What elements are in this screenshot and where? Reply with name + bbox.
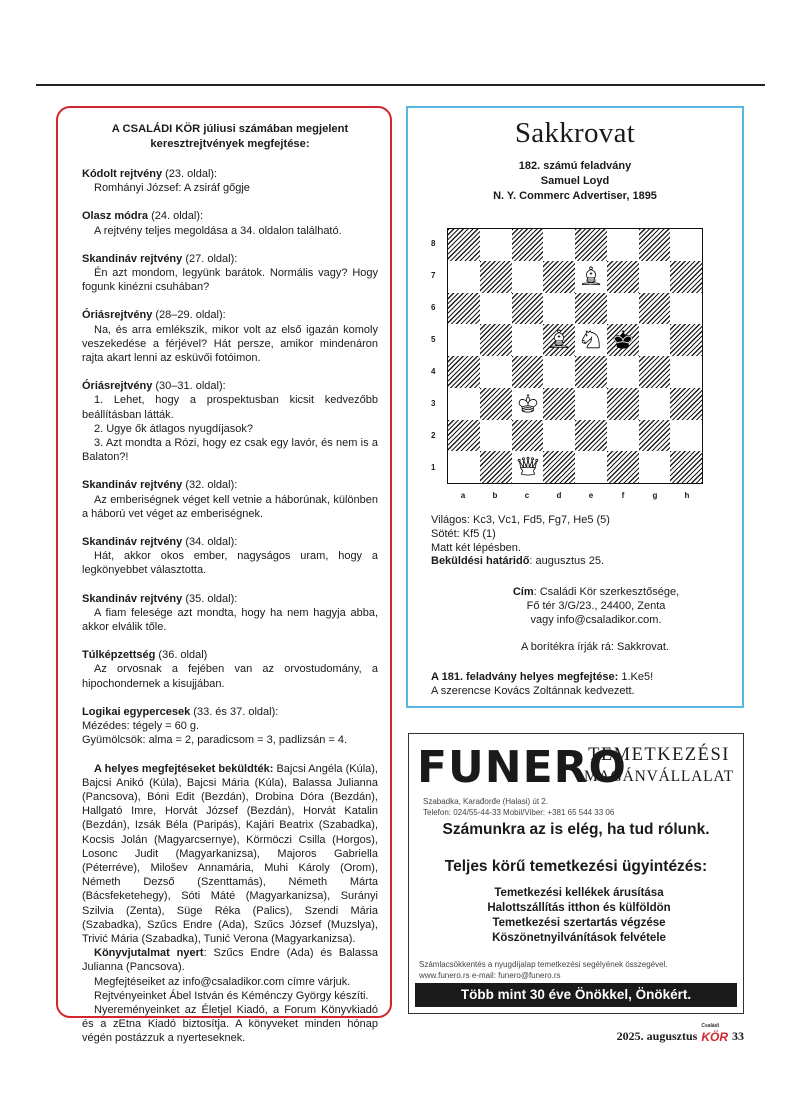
ad-headline: Teljes körű temetkezési ügyintézés: [444, 858, 708, 875]
square-g1 [639, 451, 671, 483]
black-pieces: Sötét: Kf5 (1) [431, 527, 496, 540]
deadline: Beküldési határidő: augusztus 25. [431, 555, 605, 568]
square-g4 [639, 356, 671, 388]
square-b4 [480, 356, 512, 388]
section-title: Skandináv rejtvény (27. oldal): [82, 252, 238, 265]
solution-line: 2. Ugye ők átlagos nyugdíjasok? [94, 422, 253, 435]
solution-line: A fiam felesége azt mondta, hogy ha nem hagyja abba, akkor elválik tőle. [82, 606, 378, 634]
solution-section [82, 209, 378, 237]
square-d3 [543, 388, 575, 420]
crossword-solutions-box [56, 106, 392, 1045]
solution-line: 1. Lehet, hogy a prospektusban kicsit kedvezőbb beállításban látták. [82, 394, 378, 421]
rank-label: 1 [431, 463, 436, 472]
service-item: Halottszállítás itthon és külföldön [487, 902, 671, 914]
file-label: g [652, 491, 658, 500]
section-title: Logikai egypercesek (33. és 37. oldal): [82, 705, 279, 718]
rank-label: 3 [431, 399, 436, 408]
square-d2 [543, 420, 575, 452]
problem-source: N. Y. Commerc Advertiser, 1895 [493, 190, 657, 202]
chess-problem-header [408, 159, 742, 204]
file-label: d [556, 491, 562, 500]
square-f3 [607, 388, 639, 420]
solution-section [82, 167, 378, 195]
square-a5 [448, 324, 480, 356]
solution-line: A rejtvény teljes megoldása a 34. oldalon található. [94, 224, 342, 237]
file-label: a [460, 491, 466, 500]
chess-info [431, 514, 731, 699]
square-e5 [575, 324, 607, 356]
white-bishop-icon [547, 327, 571, 351]
page-footer [616, 1022, 744, 1044]
ad-slogan: Számunkra az is elég, ha tud rólunk. [442, 821, 710, 838]
rank-label: 2 [431, 431, 436, 440]
square-h1 [670, 451, 702, 483]
rank-label: 5 [431, 335, 436, 344]
section-title: Óriásrejtvény (28–29. oldal): [82, 309, 226, 322]
solution-section [82, 648, 378, 691]
ad-type-line1: TEMETKEZÉSI [588, 745, 730, 765]
square-b5 [480, 324, 512, 356]
solution-line: Az orvosnak a fejében van az orvostudomány, a hipochondernek a kisujjában. [82, 663, 378, 690]
file-label: e [588, 491, 594, 500]
square-d5 [543, 324, 575, 356]
book-prize: Könyvjutalmat nyert: Szűcs Endre (Ada) és Balassa Julianna (Pancsova). [82, 947, 379, 974]
square-e8 [575, 229, 607, 261]
funero-advert [408, 733, 744, 1014]
square-a3 [448, 388, 480, 420]
service-item: Temetkezési kellékek árusítása [494, 887, 664, 899]
rank-label: 4 [431, 367, 436, 376]
square-e4 [575, 356, 607, 388]
square-c7 [512, 261, 544, 293]
square-b3 [480, 388, 512, 420]
section-title: Skandináv rejtvény (35. oldal): [82, 592, 238, 605]
funero-logo: FUNERO [417, 742, 627, 793]
square-c4 [512, 356, 544, 388]
file-label: b [492, 491, 498, 500]
black-king-icon [611, 327, 635, 351]
square-b2 [480, 420, 512, 452]
rank-label: 8 [431, 239, 436, 248]
square-e3 [575, 388, 607, 420]
solution-line: Az emberiségnek véget kell vetnie a háborúnak, különben a háború vet véget az emberiségnek. [82, 493, 378, 520]
ad-contact: Szabadka, Karađorđe (Halasi) út 2. Telefon: 024/55-44-33 Mobil/Viber: +381 65 544 33 06 [423, 797, 615, 817]
square-a6 [448, 293, 480, 325]
square-d4 [543, 356, 575, 388]
solution-line: Mézédes: tégely = 60 g. [82, 720, 200, 733]
winner-line: A szerencse Kovács Zoltánnak kedvezett. [431, 685, 635, 698]
magazine-logo: Családi KÖR [701, 1022, 728, 1044]
section-title: Kódolt rejtvény (23. oldal): [82, 168, 218, 180]
square-b8 [480, 229, 512, 261]
square-g8 [639, 229, 671, 261]
square-a7 [448, 261, 480, 293]
solution-line: Hát, akkor okos ember, nagyságos uram, hogy a legkönyebbet választotta. [82, 550, 378, 577]
page-number: 33 [732, 1029, 744, 1043]
square-h3 [670, 388, 702, 420]
square-c2 [512, 420, 544, 452]
file-labels [447, 491, 703, 500]
chess-board [447, 228, 703, 484]
square-c5 [512, 324, 544, 356]
square-g3 [639, 388, 671, 420]
square-h2 [670, 420, 702, 452]
ad-services [469, 886, 689, 946]
task: Matt két lépésben. [431, 541, 521, 554]
square-e1 [575, 451, 607, 483]
file-label: f [621, 491, 625, 500]
rank-label: 6 [431, 303, 436, 312]
square-c6 [512, 293, 544, 325]
solution-section [82, 308, 378, 365]
square-h5 [670, 324, 702, 356]
square-e6 [575, 293, 607, 325]
square-b1 [480, 451, 512, 483]
solution-section [82, 535, 378, 578]
section-title: Skandináv rejtvény (32. oldal): [82, 479, 238, 492]
white-pieces: Világos: Kc3, Vc1, Fd5, Fg7, He5 (5) [431, 514, 610, 526]
problem-number: 182. számú feladvány [518, 160, 632, 172]
address: Cím: Családi Kör szerkesztősége, Fő tér 3/G/23., 24400, Zenta vagy info@csaladikor.com. [512, 586, 680, 626]
white-queen-icon [516, 454, 540, 478]
ad-bottom-bar: Több mint 30 éve Önökkel, Önökért. [415, 983, 737, 1007]
chess-box [406, 106, 744, 708]
white-bishop-icon [579, 264, 603, 288]
service-item: Köszönetnyilvánítások felvétele [492, 932, 666, 944]
ad-type-line2: MAGÁNVÁLLALAT [584, 768, 734, 785]
square-g7 [639, 261, 671, 293]
solutions-heading: A CSALÁDI KÖR júliusi számában megjelent keresztrejtvények megfejtése: [111, 123, 349, 150]
white-king-icon [516, 391, 540, 415]
chess-title: Sakkrovat [514, 117, 636, 149]
square-h7 [670, 261, 702, 293]
file-label: c [524, 491, 530, 500]
previous-solution: A 181. feladvány helyes megfejtése: 1.Ke5! [431, 671, 654, 684]
solution-section [82, 592, 378, 635]
square-a4 [448, 356, 480, 388]
solution-line: Én azt mondom, legyünk barátok. Normális vagy? Hogy fogunk kinézni csuhában? [82, 267, 378, 294]
footer-line: Rejtvényeinket Ábel István és Kéménczy György készíti. [94, 989, 369, 1002]
file-label: h [684, 491, 690, 500]
solution-section [82, 379, 378, 464]
square-f1 [607, 451, 639, 483]
square-a8 [448, 229, 480, 261]
square-d6 [543, 293, 575, 325]
square-f8 [607, 229, 639, 261]
square-f4 [607, 356, 639, 388]
solvers-text: A helyes megfejtéseket beküldték: Bajcsi Angéla (Kúla), Bajcsi Anikó (Kúla), Bajcsi Mária (Kúla), Balassa Julianna (Pancsova), Bóni Edit (Bezdán), Drobina Dóra (Bezdán), Hallgató Imre, Horvát József (Bezdán), Horvát Katalin (Bezdán), Izsák Béla (Paripás), Kajári Beatrix (Szabadka), Kocsis Jolán (Magyarcsernye), Körmöczi Csilla (Horgos), Losonc Judit (Magyarkanizsa), Majoros Gabriella (Péterréve), Milošev Annamária, Muhi Károly (Orom), Németh Dezső (Szenttamás), Németh Márta (Bácsfeketehegy), Sóti Máté (Magyarkanizsa), Surányi Szilvia (Zenta), Süge Réka (Palics), Szendi Mária (Szabadka), Szűcs Endre (Ada), Szűcs József (Muzslya), Trivić Mária (Szabadka), Tunić Verona (Magyarkanizsa). [82, 762, 378, 945]
square-a1 [448, 451, 480, 483]
section-title: Olasz módra (24. oldal): [82, 210, 204, 223]
square-h4 [670, 356, 702, 388]
solution-line: Gyümölcsök: alma = 2, paradicsom = 3, padlizsán = 4. [82, 734, 348, 747]
issue-date: 2025. augusztus [616, 1029, 698, 1043]
service-item: Temetkezési szertartás végzése [492, 917, 666, 929]
square-e7 [575, 261, 607, 293]
square-g6 [639, 293, 671, 325]
section-title: Óriásrejtvény (30–31. oldal): [82, 380, 226, 393]
square-g5 [639, 324, 671, 356]
logic-section [82, 705, 378, 748]
problem-author: Samuel Loyd [540, 175, 610, 187]
square-b6 [480, 293, 512, 325]
square-c3 [512, 388, 544, 420]
top-rule [36, 84, 765, 86]
square-f7 [607, 261, 639, 293]
rank-label: 7 [431, 271, 436, 280]
square-a2 [448, 420, 480, 452]
square-c8 [512, 229, 544, 261]
white-knight-icon [579, 327, 603, 351]
square-f5 [607, 324, 639, 356]
solution-line: Na, és arra emlékszik, mikor volt az első igazán komoly veszekedése a férjével? Hát persze, amikor mindenáron rajta akart lenni az esküvői fotóimon. [82, 323, 378, 365]
square-h6 [670, 293, 702, 325]
solution-section [82, 478, 378, 521]
footer-line: Megfejtéseiket az info@csaladikor.com címre várjuk. [94, 975, 351, 988]
square-e2 [575, 420, 607, 452]
square-f6 [607, 293, 639, 325]
solution-sections [82, 167, 378, 691]
square-d7 [543, 261, 575, 293]
square-c1 [512, 451, 544, 483]
square-b7 [480, 261, 512, 293]
solution-line: 3. Azt mondta a Rózi, hogy ez csak egy lavór, és nem is a Balaton?! [82, 437, 378, 464]
square-d1 [543, 451, 575, 483]
solution-section [82, 252, 378, 295]
section-title: Túlképzettség (36. oldal) [82, 649, 208, 662]
square-d8 [543, 229, 575, 261]
solution-line: Romhányi József: A zsiráf gőgje [94, 182, 250, 195]
footer-line: Nyereményeinket az Életjel Kiadó, a Forum Könyvkiadó és a zEtna Kiadó biztosítja. A könyveket minden hónap végén postázzuk a nyerteseknek. [82, 1003, 378, 1045]
square-h8 [670, 229, 702, 261]
square-g2 [639, 420, 671, 452]
section-title: Skandináv rejtvény (34. oldal): [82, 536, 238, 549]
square-f2 [607, 420, 639, 452]
solvers-section [82, 762, 378, 1046]
ad-footer: Számlacsökkentés a nyugdíjalap temetkezési segélyének összegével. www.funero.rs e-mail: funero@funero.rs [419, 960, 668, 980]
envelope-note: A borítékra írják rá: Sakkrovat. [521, 640, 669, 653]
